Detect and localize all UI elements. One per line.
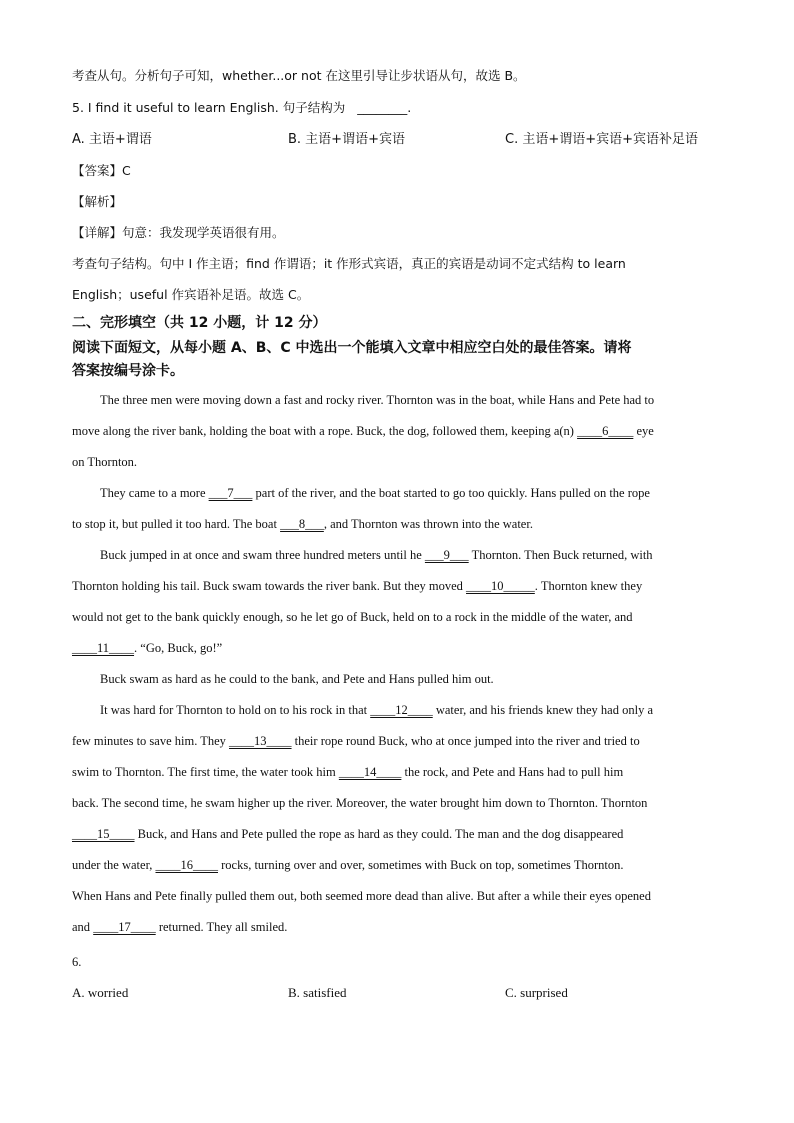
explanation-q4: 考查从句。分析句子可知，whether...or not 在这里引导让步状语从句，故选 B。 (72, 68, 526, 83)
question-5-stem (72, 98, 411, 118)
text: Buck jumped in at once and swam three hundred meters until he (100, 548, 425, 562)
text: It was hard for Thornton to hold on to his rock in that (100, 703, 371, 717)
text: under the water, (72, 858, 156, 872)
passage-line (72, 762, 623, 782)
passage-line (100, 483, 650, 503)
blank-10: ____10_____ (466, 579, 535, 593)
passage-line: on Thornton. (72, 455, 138, 469)
text: Thornton. Then Buck returned, with (468, 548, 653, 562)
text: returned. They all smiled. (155, 920, 288, 934)
text: few minutes to save him. They (72, 734, 230, 748)
text: part of the river, and the boat started to go too quickly. Hans pulled on the rope (252, 486, 650, 500)
blank-8: ___8___ (280, 517, 324, 531)
passage-line (72, 421, 654, 441)
blank-7: ___7___ (208, 486, 253, 500)
passage-line: would not get to the bank quickly enough, so he let go of Buck, held on to a rock in the middle of the water, and (72, 610, 633, 624)
analysis-label: 【解析】 (72, 194, 123, 209)
text: . Thornton knew they (534, 579, 643, 593)
option-c: C. surprised (505, 985, 568, 1000)
blank-12: ____12____ (370, 703, 433, 717)
option-b: B. satisfied (288, 985, 347, 1000)
text: their rope round Buck, who at once jumped into the river and tried to (291, 734, 640, 748)
passage-line (72, 731, 640, 751)
passage-line (72, 855, 623, 875)
text: rocks, turning over and over, sometimes with Buck on top, sometimes Thornton. (218, 858, 624, 872)
text: water, and his friends knew they had only a (432, 703, 653, 717)
option-c: C. 主语+谓语+宾语+宾语补足语 (505, 132, 699, 147)
question-6-number: 6. (72, 955, 82, 969)
passage-line (72, 514, 533, 534)
option-a: A. 主语+谓语 (72, 132, 152, 147)
text: swim to Thornton. The first time, the water took him (72, 765, 339, 779)
passage-line (100, 545, 653, 565)
text: the rock, and Pete and Hans had to pull him (401, 765, 624, 779)
instructions-line-1: 阅读下面短文，从每小题 A、B、C 中选出一个能填入文章中相应空白处的最佳答案。请将 (72, 340, 632, 356)
text: Buck, and Hans and Pete pulled the rope as hard as they could. The man and the dog disappeared (134, 827, 624, 841)
blank-16: ____16____ (155, 858, 218, 872)
passage-line: back. The second time, he swam higher up the river. Moreover, the water brought him down to Thornton. Thornton (72, 796, 648, 810)
text: eye (633, 424, 654, 438)
blank-13: ____13____ (229, 734, 292, 748)
option-a: A. worried (72, 985, 129, 1000)
option-b: B. 主语+谓语+宾语 (288, 132, 405, 147)
text: . “Go, Buck, go!” (134, 641, 223, 655)
section-heading: 二、完形填空（共 12 小题，计 12 分） (72, 315, 327, 331)
passage-line: Buck swam as hard as he could to the bank, and Pete and Hans pulled him out. (100, 672, 494, 686)
text: , and Thornton was thrown into the water. (323, 517, 533, 531)
text: move along the river bank, holding the boat with a rope. Buck, the dog, followed them, keeping a(n) (72, 424, 578, 438)
text: They came to a more (100, 486, 209, 500)
blank-9: ___9___ (424, 548, 469, 562)
detail-line: 【详解】句意：我发现学英语很有用。 (72, 225, 285, 240)
passage-line (72, 917, 287, 937)
question-5-text: 5. I find it useful to learn English. 句子结构为 (72, 100, 346, 115)
question-5-blank: ________. (357, 100, 412, 115)
passage-line (72, 638, 222, 658)
explanation-line-2: English；useful 作宾语补足语。故选 C。 (72, 287, 310, 302)
passage-line (100, 700, 653, 720)
explanation-line-1: 考查句子结构。句中 I 作主语；find 作谓语；it 作形式宾语，真正的宾语是动词不定式结构 to learn (72, 256, 626, 271)
instructions-line-2: 答案按编号涂卡。 (72, 363, 184, 379)
blank-17: ____17____ (93, 920, 156, 934)
blank-6: ____6____ (577, 424, 634, 438)
passage-line (72, 576, 642, 596)
passage-line (72, 824, 623, 844)
text: Thornton holding his tail. Buck swam towards the river bank. But they moved (72, 579, 467, 593)
passage-line: When Hans and Pete finally pulled them out, both seemed more dead than alive. But after a while their eyes opened (72, 889, 651, 903)
blank-15: ____15____ (72, 827, 135, 841)
text: and (72, 920, 94, 934)
blank-11: ____11____ (72, 641, 135, 655)
passage-line: The three men were moving down a fast and rocky river. Thornton was in the boat, while Hans and Pete had to (100, 393, 655, 407)
blank-14: ____14____ (338, 765, 402, 779)
text: to stop it, but pulled it too hard. The boat (72, 517, 281, 531)
answer-label: 【答案】C (72, 163, 131, 178)
